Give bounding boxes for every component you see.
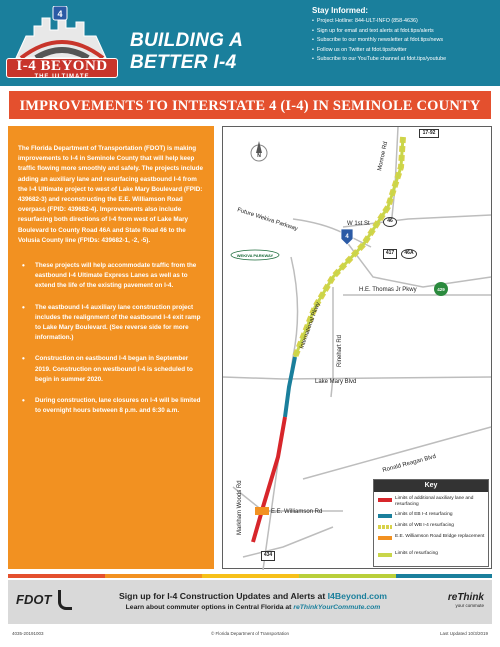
banner-box: [8, 90, 492, 120]
key-swatch: [378, 525, 392, 529]
copyright: © Florida Department of Transportation: [210, 631, 290, 636]
us17-92-shield: 17-92: [419, 129, 439, 138]
stay-hotline[interactable]: • Project Hotline: 844-ULT-INFO (858-4636): [312, 17, 498, 27]
svg-text:WEKIVA PARKWAY: WEKIVA PARKWAY: [236, 253, 274, 258]
key-swatch: [378, 514, 392, 518]
header: [0, 0, 500, 86]
international-pkwy-road: [263, 257, 298, 570]
rethink-logo[interactable]: [448, 592, 484, 608]
logo-subtitle: THE ULTIMATE: [34, 74, 90, 80]
sr417-shield: 417: [383, 249, 397, 259]
map-key: Key Limits of additional auxiliary lane and resurfacing Limits of EB I-4 resurfacing Limits of WB I-4 resurfacing E.E. Williamson Road Bridge replacement Limits of resurfacing: [373, 479, 489, 567]
sr434-shield: 434: [261, 551, 275, 561]
stripe-segment: [105, 574, 202, 578]
last-updated: Last Updated 10/3/2019: [439, 631, 488, 636]
stay-informed: [312, 6, 498, 65]
fdot-logo[interactable]: FDOT: [16, 592, 52, 607]
stay-alerts-link[interactable]: • Sign up for email and text alerts at fdot.tips/alerts: [312, 27, 498, 37]
key-title: Key: [374, 480, 488, 492]
skyline-icon: [6, 6, 118, 60]
stripe-segment: [8, 574, 105, 578]
w-1st-st-label: W 1st St: [347, 221, 370, 227]
svg-text:4: 4: [345, 234, 349, 240]
bullet-item: • The eastbound I-4 auxiliary lane construction project includes the realignment of the eastbound I-4 exit ramp to Lake Mary Boulevard. (See reverse side for more information.): [18, 303, 204, 344]
key-swatch: [378, 553, 392, 557]
rethink-link[interactable]: reThinkYourCommute.com: [293, 604, 381, 611]
bullet-item: • These projects will help accommodate traffic from the eastbound I-4 Ultimate Express Lanes as well as to extend the life of the existing pavement on I-4.: [18, 261, 204, 292]
markham-label: Markham Woods Rd: [237, 480, 243, 535]
logo-title: I-4 BEYOND: [16, 58, 108, 74]
banner-title: IMPROVEMENTS TO INTERSTATE 4 (I-4) IN SEMINOLE COUNTY: [19, 98, 481, 114]
rinehart-label: Rinehart Rd: [337, 334, 343, 367]
color-stripe: [8, 574, 492, 578]
key-swatch: [378, 536, 392, 540]
signup-line: [103, 591, 403, 601]
ronald-reagan-road: [303, 427, 491, 479]
eb-resurfacing-line: [285, 357, 295, 417]
signup-text: Sign up for I-4 Construction Updates and Alerts at: [118, 591, 328, 601]
rethink-title: reThink: [447, 592, 484, 603]
he-thomas-label: H.E. Thomas Jr Pkwy: [359, 287, 417, 293]
lake-mary-label: Lake Mary Blvd: [315, 379, 357, 385]
stay-informed-title: Stay Informed:: [312, 6, 369, 15]
ronald-reagan-label: Ronald Reagan Blvd: [381, 453, 437, 474]
sr46a-shield: 46A: [401, 249, 417, 259]
bottom-bar: [8, 629, 492, 639]
ee-williamson-label: E.E. Williamson Rd: [271, 509, 323, 515]
learn-line: [103, 604, 403, 611]
title-banner: [0, 86, 500, 122]
i4-beyond-logo[interactable]: [6, 6, 118, 82]
stay-twitter-link[interactable]: • Follow us on Twitter at fdot.tips/twitter: [312, 46, 498, 56]
project-map[interactable]: [222, 126, 492, 569]
rethink-subtitle: your commute: [455, 603, 484, 608]
stay-newsletter-link[interactable]: • Subscribe to our monthly newsletter at fdot.tips/news: [312, 36, 498, 46]
footer: [8, 580, 492, 624]
bridge-replacement-marker: [255, 507, 269, 515]
sr46-shield: 46: [383, 217, 397, 227]
stripe-segment: [299, 574, 396, 578]
lake-mary-road: [223, 377, 491, 379]
stripe-segment: [202, 574, 299, 578]
bullet-item: • During construction, lane closures on I-4 will be limited to overnight hours between 8 p.m. and 6:30 a.m.: [18, 396, 204, 416]
future-wekiva-label: Future Wekiva Parkway: [236, 207, 299, 233]
intro-paragraph: The Florida Department of Transportation (FDOT) is making improvements to I-4 in Seminole County that will help keep traffic flowing more smoothly and safely. The projects include adding an auxiliary lane and resurfacing eastbound I-4 from the I-4 Ultimate project to west of Lake Mary Boulevard (FPID: 439682-3) and reconstructing the E.E. Williamson Road overpass (FPID: 439682-4). Improvements also include resurfacing both directions of I-4 from west of Lake Mary Boulevard to County Road 46A and State Road 46 to the Volusia County line (FPIDs: 439682-1, -2, -5).: [18, 145, 203, 244]
learn-text: Learn about commuter options in Central Florida at: [125, 604, 294, 611]
bullet-item: • Construction on eastbound I-4 began in September 2019. Construction on westbound I-4 is scheduled to begin in summer 2020.: [18, 354, 204, 385]
key-swatch: [378, 498, 392, 502]
bullet-list: [18, 261, 204, 416]
svg-text:N: N: [257, 153, 261, 159]
florida-outline-icon: [58, 590, 72, 610]
document-id: 4035-20191003: [12, 631, 44, 636]
stay-youtube-link[interactable]: • Subscribe to our YouTube channel at fdot.tips/youtube: [312, 55, 498, 65]
stripe-segment: [396, 574, 492, 578]
svg-text:4: 4: [57, 9, 63, 19]
monroe-rd-label: Monroe Rd: [377, 141, 390, 172]
i4beyond-link[interactable]: I4Beyond.com: [327, 591, 388, 601]
page-headline: BUILDING A BETTER I-4: [130, 30, 243, 73]
svg-text:429: 429: [437, 287, 445, 292]
intl-pkwy-label: International Pkwy: [299, 301, 322, 350]
project-description-panel: [8, 126, 214, 569]
